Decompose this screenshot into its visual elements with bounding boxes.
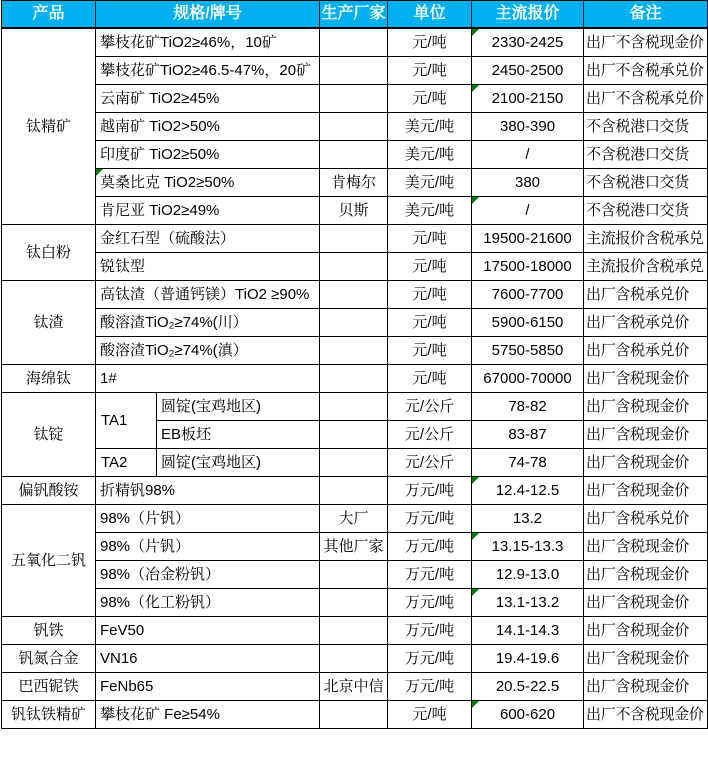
unit-cell: 美元/吨 (388, 169, 472, 197)
unit-cell: 万元/吨 (388, 673, 472, 701)
price-cell: 7600-7700 (472, 281, 584, 309)
table-row (2, 533, 708, 561)
price-cell: 19500-21600 (472, 225, 584, 253)
unit-cell: 元/吨 (388, 281, 472, 309)
price-value: 13.1-13.2 (495, 594, 560, 611)
col-header-maker: 生产厂家 (320, 1, 388, 29)
product-cell: 钒铁 (2, 617, 96, 645)
col-header-note: 备注 (584, 1, 708, 29)
unit-cell: 万元/吨 (388, 477, 472, 505)
spec-cell: EB板坯 (157, 421, 320, 449)
comment-indicator-icon (472, 477, 479, 484)
note-cell: 出厂不含税承兑价 (584, 57, 708, 85)
header-row (2, 1, 708, 29)
note-cell: 出厂含税承兑价 (584, 337, 708, 365)
unit-cell: 美元/吨 (388, 113, 472, 141)
product-cell: 海绵钛 (2, 365, 96, 393)
spec-cell: 越南矿 TiO2>50% (96, 113, 320, 141)
price-cell: / (472, 141, 584, 169)
spec-cell: 98%（化工粉钒） (96, 589, 320, 617)
product-cell: 偏钒酸铵 (2, 477, 96, 505)
unit-cell: 万元/吨 (388, 561, 472, 589)
maker-cell (320, 113, 388, 141)
maker-cell: 贝斯 (320, 197, 388, 225)
price-value: 2330-2425 (491, 34, 564, 51)
maker-cell (320, 141, 388, 169)
price-cell: 17500-18000 (472, 253, 584, 281)
note-cell: 主流报价含税承兑 (584, 225, 708, 253)
price-value: 600-620 (499, 706, 556, 723)
note-cell: 不含税港口交货 (584, 169, 708, 197)
note-cell: 出厂含税现金价 (584, 449, 708, 477)
price-cell (472, 477, 584, 505)
maker-cell (320, 701, 388, 729)
price-cell: 74-78 (472, 449, 584, 477)
note-cell: 出厂不含税现金价 (584, 28, 708, 57)
maker-cell (320, 57, 388, 85)
spec-cell: 98%（冶金粉钒） (96, 561, 320, 589)
table-row (2, 337, 708, 365)
unit-cell: 美元/吨 (388, 141, 472, 169)
maker-cell (320, 309, 388, 337)
price-cell: 19.4-19.6 (472, 645, 584, 673)
note-cell: 出厂含税承兑价 (584, 505, 708, 533)
spec-cell: 高钛渣（普通钙镁）TiO2 ≥90% (96, 281, 320, 309)
comment-indicator-icon (472, 197, 479, 204)
unit-cell: 万元/吨 (388, 645, 472, 673)
maker-cell (320, 365, 388, 393)
maker-cell (320, 561, 388, 589)
price-value: / (525, 202, 530, 219)
spec-cell: 印度矿 TiO2≥50% (96, 141, 320, 169)
table-row (2, 589, 708, 617)
table-row (2, 701, 708, 729)
table-row (2, 197, 708, 225)
note-cell: 不含税港口交货 (584, 141, 708, 169)
note-cell: 出厂含税现金价 (584, 421, 708, 449)
product-cell: 钒氮合金 (2, 645, 96, 673)
unit-cell: 万元/吨 (388, 505, 472, 533)
note-cell: 出厂含税现金价 (584, 645, 708, 673)
table-row (2, 141, 708, 169)
maker-cell (320, 225, 388, 253)
spec-cell: 圆锭(宝鸡地区) (157, 393, 320, 421)
price-cell: 78-82 (472, 393, 584, 421)
unit-cell: 元/吨 (388, 337, 472, 365)
price-value: 13.15-13.3 (491, 538, 564, 555)
comment-indicator-icon (472, 589, 479, 596)
spec-cell: VN16 (96, 645, 320, 673)
spec-cell: FeV50 (96, 617, 320, 645)
unit-cell: 元/公斤 (388, 393, 472, 421)
price-value: 12.4-12.5 (495, 482, 560, 499)
price-cell (472, 701, 584, 729)
table-row (2, 28, 708, 57)
price-cell: 14.1-14.3 (472, 617, 584, 645)
price-cell: 83-87 (472, 421, 584, 449)
table-row (2, 645, 708, 673)
note-cell: 不含税港口交货 (584, 197, 708, 225)
price-cell (472, 28, 584, 57)
table-row (2, 449, 708, 477)
price-cell: 380 (472, 169, 584, 197)
spec-cell: FeNb65 (96, 673, 320, 701)
product-cell: 钛精矿 (2, 28, 96, 225)
unit-cell: 元/吨 (388, 85, 472, 113)
note-cell: 出厂含税现金价 (584, 673, 708, 701)
maker-cell (320, 393, 388, 421)
comment-indicator-icon (472, 701, 479, 708)
spec-cell: 98%（片钒） (96, 533, 320, 561)
table-row (2, 505, 708, 533)
maker-cell: 肯梅尔 (320, 169, 388, 197)
price-cell: 380-390 (472, 113, 584, 141)
price-cell (472, 197, 584, 225)
maker-cell (320, 589, 388, 617)
metal-price-table (1, 0, 708, 729)
note-cell: 出厂不含税承兑价 (584, 85, 708, 113)
unit-cell: 元/吨 (388, 28, 472, 57)
price-cell (472, 533, 584, 561)
table-row (2, 281, 708, 309)
price-cell: 67000-70000 (472, 365, 584, 393)
product-cell: 钛渣 (2, 281, 96, 365)
table-row (2, 113, 708, 141)
col-header-product: 产品 (2, 1, 96, 29)
unit-cell: 元/公斤 (388, 449, 472, 477)
maker-cell (320, 337, 388, 365)
price-cell: 13.2 (472, 505, 584, 533)
unit-cell: 元/吨 (388, 701, 472, 729)
table-row (2, 225, 708, 253)
note-cell: 出厂含税现金价 (584, 393, 708, 421)
grade-cell: TA2 (96, 449, 157, 477)
table-row (2, 169, 708, 197)
unit-cell: 元/吨 (388, 309, 472, 337)
table-row (2, 57, 708, 85)
product-cell: 钒钛铁精矿 (2, 701, 96, 729)
spec-cell: 圆锭(宝鸡地区) (157, 449, 320, 477)
table-row (2, 561, 708, 589)
price-cell (472, 589, 584, 617)
maker-cell (320, 28, 388, 57)
spec-cell: 酸溶渣TiO₂≥74%(川） (96, 309, 320, 337)
unit-cell: 美元/吨 (388, 197, 472, 225)
grade-cell: TA1 (96, 393, 157, 449)
spec-cell: 1# (96, 365, 320, 393)
maker-cell (320, 477, 388, 505)
note-cell: 主流报价含税承兑 (584, 253, 708, 281)
spec-cell: 攀枝花矿 Fe≥54% (96, 701, 320, 729)
spec-cell: 金红石型（硫酸法） (96, 225, 320, 253)
note-cell: 出厂含税现金价 (584, 477, 708, 505)
price-cell (472, 85, 584, 113)
maker-cell: 大厂 (320, 505, 388, 533)
note-cell: 出厂含税现金价 (584, 589, 708, 617)
note-cell: 出厂不含税现金价 (584, 701, 708, 729)
unit-cell: 元/公斤 (388, 421, 472, 449)
unit-cell: 万元/吨 (388, 533, 472, 561)
col-header-unit: 单位 (388, 1, 472, 29)
unit-cell: 元/吨 (388, 253, 472, 281)
comment-indicator-icon (472, 29, 479, 36)
table-row (2, 393, 708, 421)
price-cell: 2450-2500 (472, 57, 584, 85)
spec-cell: 折精钒98% (96, 477, 320, 505)
price-value: 2100-2150 (491, 90, 564, 107)
table-row (2, 673, 708, 701)
product-cell: 五氧化二钒 (2, 505, 96, 617)
spec-value: 莫桑比克 TiO2≥50% (100, 174, 235, 191)
unit-cell: 万元/吨 (388, 617, 472, 645)
maker-cell (320, 281, 388, 309)
note-cell: 出厂含税现金价 (584, 561, 708, 589)
table-row (2, 365, 708, 393)
spec-cell: 攀枝花矿TiO2≥46.5-47%，20矿 (96, 57, 320, 85)
comment-indicator-icon (96, 169, 103, 176)
product-cell: 钛白粉 (2, 225, 96, 281)
maker-cell: 北京中信 (320, 673, 388, 701)
maker-cell (320, 253, 388, 281)
note-cell: 不含税港口交货 (584, 113, 708, 141)
table-row (2, 253, 708, 281)
product-cell: 巴西铌铁 (2, 673, 96, 701)
note-cell: 出厂含税现金价 (584, 365, 708, 393)
note-cell: 出厂含税现金价 (584, 533, 708, 561)
spec-cell: 98%（片钒） (96, 505, 320, 533)
price-cell: 20.5-22.5 (472, 673, 584, 701)
comment-indicator-icon (472, 85, 479, 92)
unit-cell: 元/吨 (388, 225, 472, 253)
spec-cell (96, 169, 320, 197)
unit-cell: 元/吨 (388, 365, 472, 393)
unit-cell: 元/吨 (388, 57, 472, 85)
table-row (2, 85, 708, 113)
price-cell: 5750-5850 (472, 337, 584, 365)
price-cell: 5900-6150 (472, 309, 584, 337)
spec-cell: 酸溶渣TiO₂≥74%(滇） (96, 337, 320, 365)
spec-cell: 肯尼亚 TiO2≥49% (96, 197, 320, 225)
product-cell: 钛锭 (2, 393, 96, 477)
maker-cell (320, 85, 388, 113)
note-cell: 出厂含税承兑价 (584, 309, 708, 337)
note-cell: 出厂含税承兑价 (584, 281, 708, 309)
maker-cell (320, 645, 388, 673)
table-row (2, 309, 708, 337)
price-cell: 12.9-13.0 (472, 561, 584, 589)
col-header-price: 主流报价 (472, 1, 584, 29)
spec-cell: 攀枝花矿TiO2≥46%，10矿 (96, 28, 320, 57)
note-cell: 出厂含税现金价 (584, 617, 708, 645)
table-row (2, 617, 708, 645)
table-row (2, 477, 708, 505)
maker-cell (320, 449, 388, 477)
spec-cell: 锐钛型 (96, 253, 320, 281)
spec-cell: 云南矿 TiO2≥45% (96, 85, 320, 113)
maker-cell (320, 617, 388, 645)
comment-indicator-icon (472, 533, 479, 540)
col-header-spec: 规格/牌号 (96, 1, 320, 29)
maker-cell (320, 421, 388, 449)
maker-cell: 其他厂家 (320, 533, 388, 561)
unit-cell: 万元/吨 (388, 589, 472, 617)
